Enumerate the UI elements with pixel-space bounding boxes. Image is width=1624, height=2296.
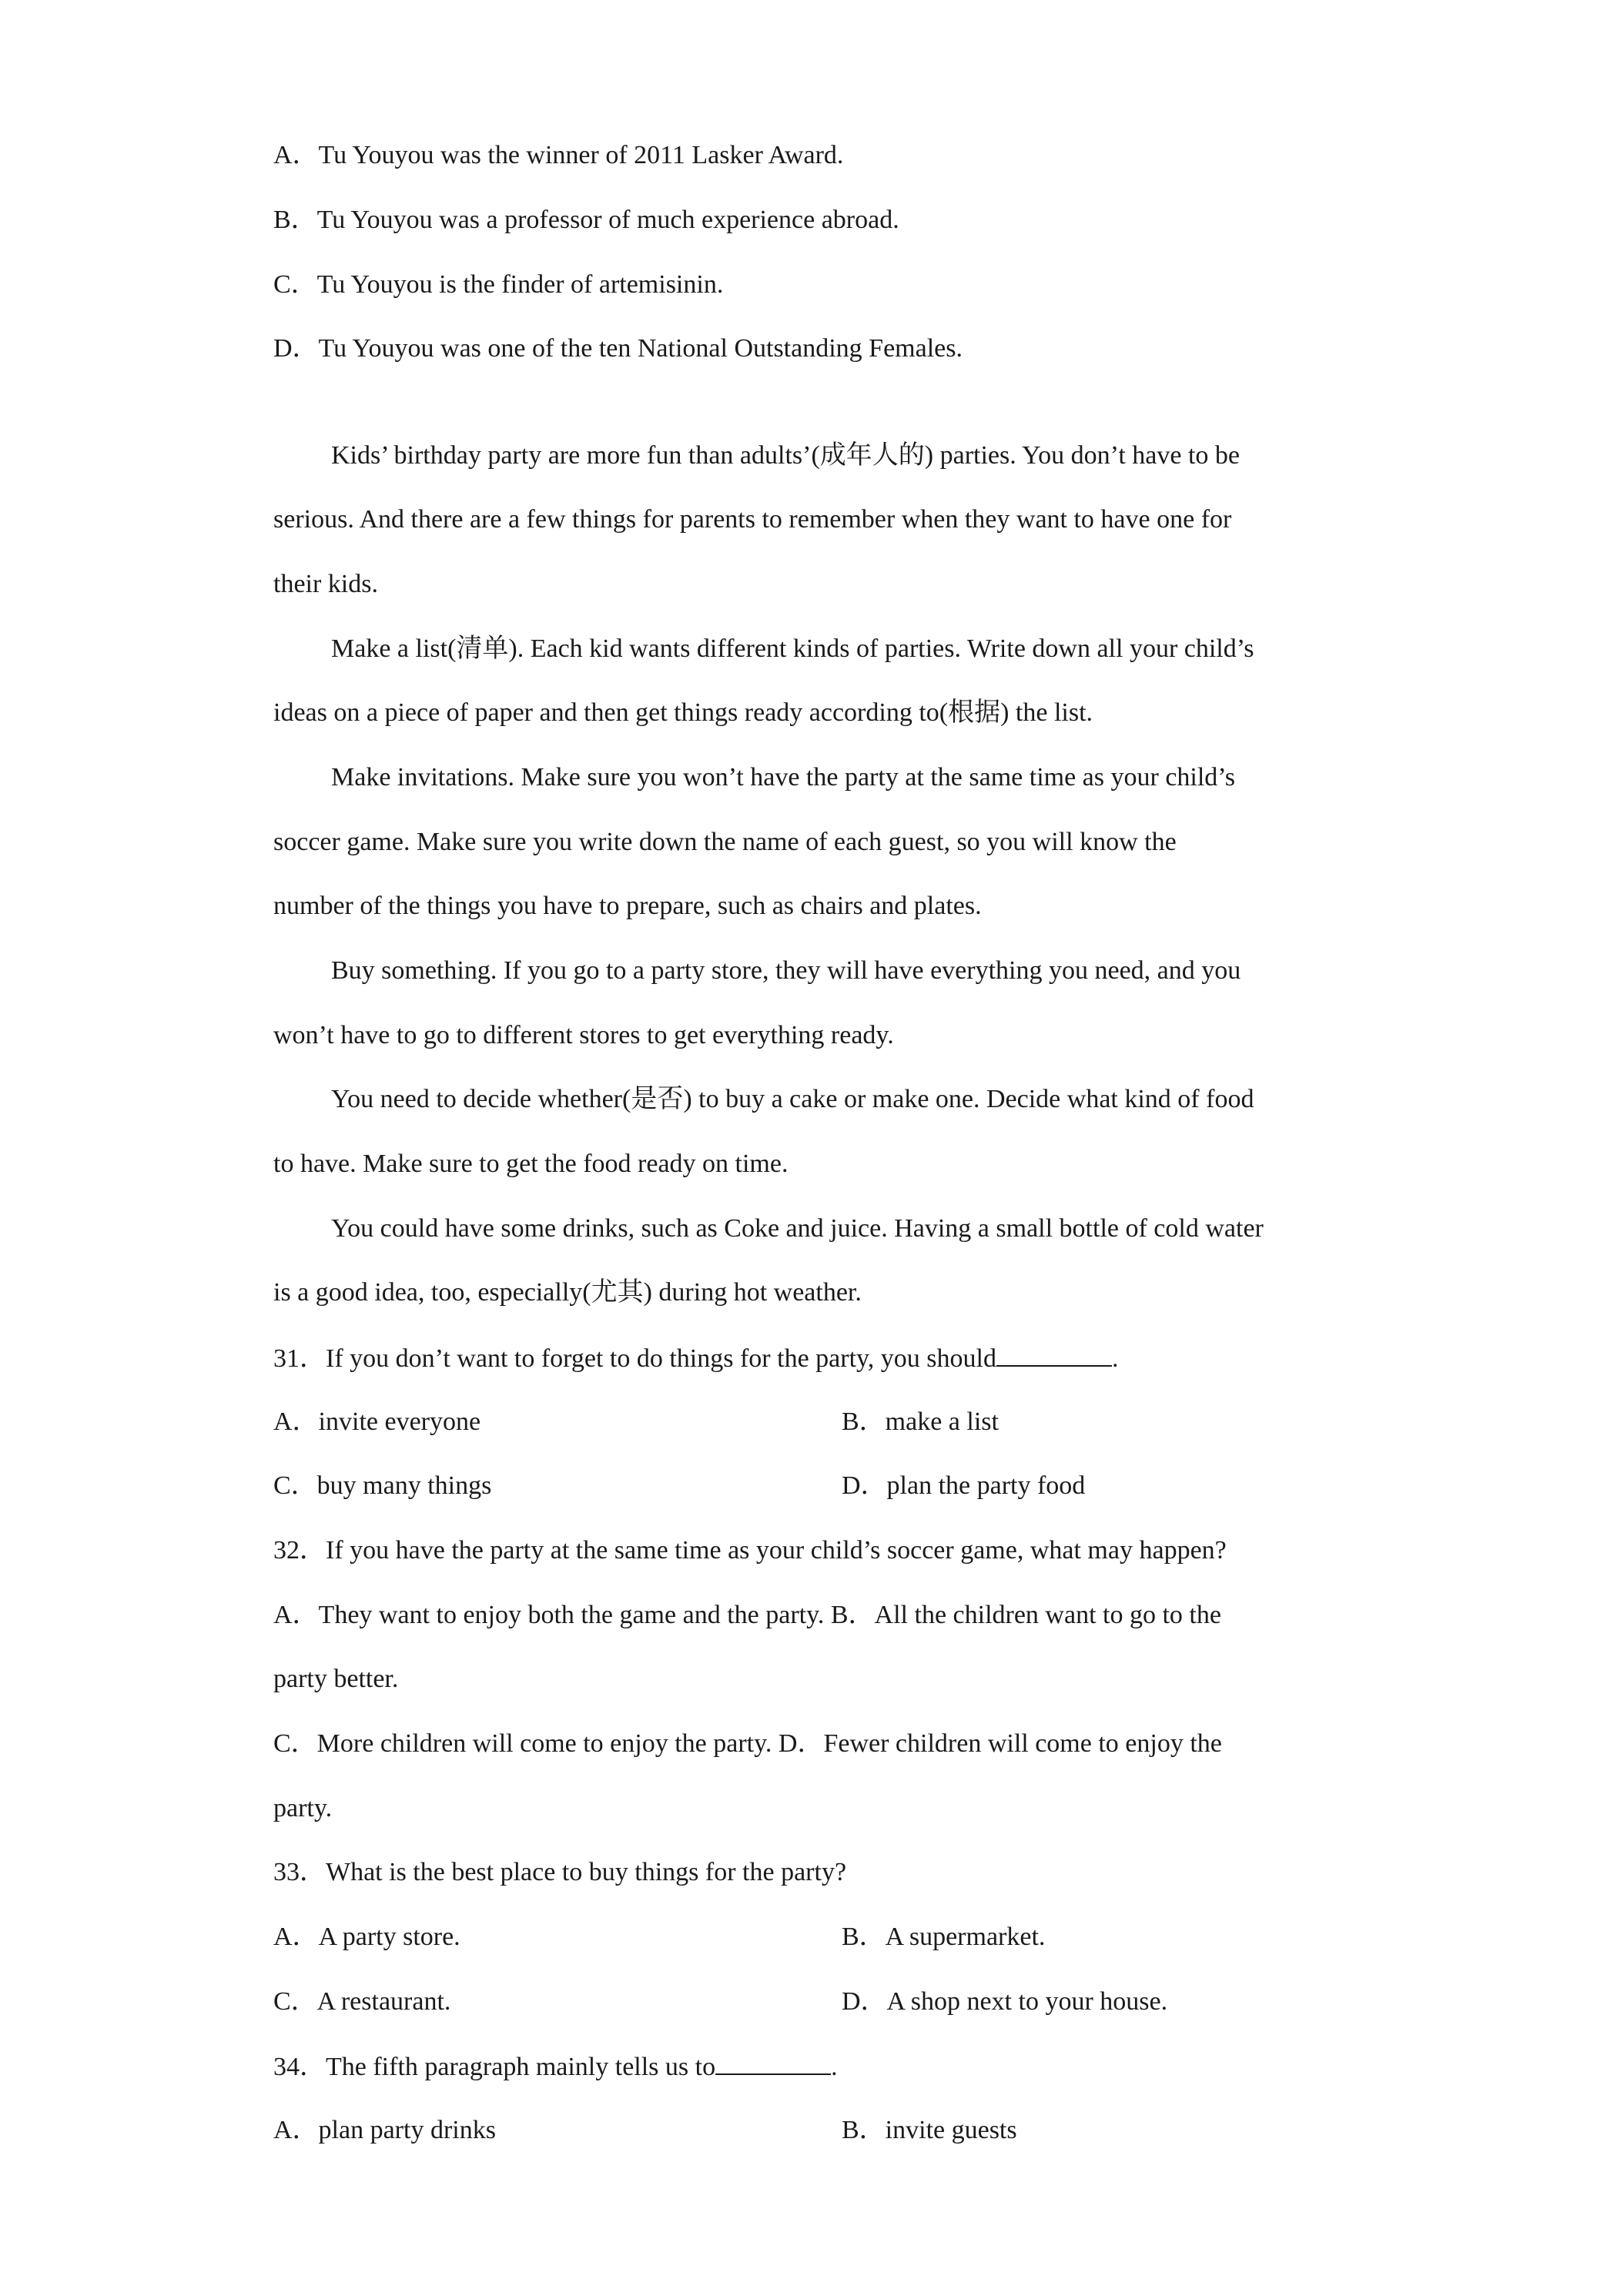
question-31 bbox=[273, 1342, 1118, 1374]
passage-p3-line1: Make invitations. Make sure you won’t have the party at the same time as your child’s bbox=[331, 763, 1235, 792]
q34-option-a: A．plan party drinks bbox=[273, 2116, 496, 2144]
passage-p5-line2: to have. Make sure to get the food ready on time. bbox=[273, 1150, 789, 1178]
q31-option-d: D．plan the party food bbox=[842, 1471, 1086, 1500]
q33-option-c: C．A restaurant. bbox=[273, 1987, 451, 2016]
question-31-end: . bbox=[1111, 1344, 1119, 1373]
question-31-stem: 31．If you don’t want to forget to do things for the party, you should bbox=[273, 1344, 996, 1373]
passage-p2-line1: Make a list(清单). Each kid wants different kinds of parties. Write down all your child’s bbox=[331, 634, 1254, 663]
q32-options-line3: C．More children will come to enjoy the party. D．Fewer children will come to enjoy the bbox=[273, 1729, 1222, 1758]
q31-option-b: B．make a list bbox=[842, 1407, 999, 1436]
q31-option-a: A．invite everyone bbox=[273, 1407, 481, 1436]
q31-option-c: C．buy many things bbox=[273, 1471, 492, 1500]
passage-p5-line1: You need to decide whether(是否) to buy a cake or make one. Decide what kind of food bbox=[331, 1085, 1254, 1113]
question-34 bbox=[273, 2050, 838, 2083]
passage-p1-line2: serious. And there are a few things for parents to remember when they want to have one for bbox=[273, 505, 1232, 534]
passage-p3-line3: number of the things you have to prepare, such as chairs and plates. bbox=[273, 892, 982, 920]
prev-option-a: A．Tu Youyou was the winner of 2011 Lasker Award. bbox=[273, 141, 844, 169]
prev-option-c: C．Tu Youyou is the finder of artemisinin. bbox=[273, 270, 724, 299]
passage-p1-line1: Kids’ birthday party are more fun than adults’(成年人的) parties. You don’t have to be bbox=[331, 441, 1240, 470]
passage-p2-line2: ideas on a piece of paper and then get things ready according to(根据) the list. bbox=[273, 698, 1093, 727]
prev-option-d: D．Tu Youyou was one of the ten National Outstanding Females. bbox=[273, 334, 963, 363]
q33-option-b: B．A supermarket. bbox=[842, 1923, 1046, 1951]
passage-p6-line2: is a good idea, too, especially(尤其) during hot weather. bbox=[273, 1278, 862, 1307]
q34-option-b: B．invite guests bbox=[842, 2116, 1017, 2144]
q32-options-line2: party better. bbox=[273, 1665, 399, 1693]
question-33-stem: 33．What is the best place to buy things for the party? bbox=[273, 1858, 847, 1886]
q33-option-d: D．A shop next to your house. bbox=[842, 1987, 1168, 2016]
prev-option-b: B．Tu Youyou was a professor of much experience abroad. bbox=[273, 206, 899, 234]
q32-options-line1: A．They want to enjoy both the game and the party. B．All the children want to go to the bbox=[273, 1601, 1221, 1629]
passage-p4-line1: Buy something. If you go to a party store, they will have everything you need, and you bbox=[331, 956, 1241, 985]
passage-p6-line1: You could have some drinks, such as Coke and juice. Having a small bottle of cold water bbox=[331, 1214, 1264, 1243]
q32-options-line4: party. bbox=[273, 1794, 333, 1822]
passage-p3-line2: soccer game. Make sure you write down the name of each guest, so you will know the bbox=[273, 828, 1177, 856]
passage-p4-line2: won’t have to go to different stores to get everything ready. bbox=[273, 1021, 894, 1049]
passage-p1-line3: their kids. bbox=[273, 570, 378, 598]
q33-option-a: A．A party store. bbox=[273, 1923, 460, 1951]
question-32-stem: 32．If you have the party at the same time as your child’s soccer game, what may happen? bbox=[273, 1536, 1227, 1565]
question-34-end: . bbox=[831, 2053, 838, 2081]
question-34-stem: 34．The fifth paragraph mainly tells us to bbox=[273, 2053, 716, 2081]
answer-blank bbox=[996, 1342, 1112, 1367]
answer-blank bbox=[715, 2050, 831, 2075]
